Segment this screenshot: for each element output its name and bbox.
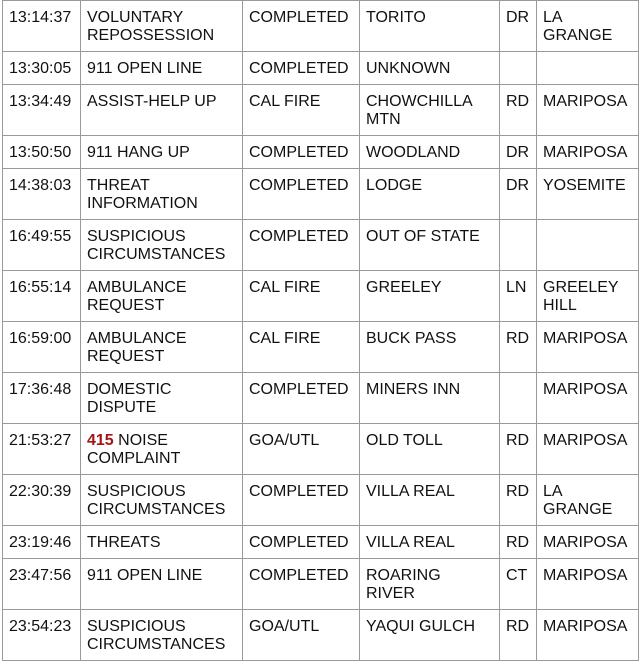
cell-time: 14:38:03 [3, 169, 81, 220]
cell-street: UNKNOWN [360, 52, 500, 85]
cell-time: 21:53:27 [3, 424, 81, 475]
cell-street: VILLA REAL [360, 526, 500, 559]
cell-time: 23:47:56 [3, 559, 81, 610]
cell-street: OUT OF STATE [360, 220, 500, 271]
cell-time: 22:30:39 [3, 475, 81, 526]
incident-log-table [2, 0, 639, 661]
cell-status: COMPLETED [243, 1, 360, 52]
cell-street: LODGE [360, 169, 500, 220]
table-row [3, 271, 639, 322]
incident-type-text: SUSPICIOUS CIRCUMSTANCES [87, 228, 226, 263]
cell-street: YAQUI GULCH [360, 610, 500, 661]
cell-street-suffix: RD [500, 424, 537, 475]
incident-type-text: 911 HANG UP [87, 144, 190, 161]
table-row [3, 610, 639, 661]
cell-street-suffix: RD [500, 85, 537, 136]
cell-status: COMPLETED [243, 475, 360, 526]
cell-status: COMPLETED [243, 52, 360, 85]
cell-incident-type [81, 559, 243, 610]
cell-city: MARIPOSA [537, 526, 639, 559]
incident-type-text: DOMESTIC DISPUTE [87, 381, 172, 416]
incident-type-text: THREAT INFORMATION [87, 177, 198, 212]
cell-city: MARIPOSA [537, 85, 639, 136]
cell-city [537, 220, 639, 271]
cell-city: MARIPOSA [537, 559, 639, 610]
cell-street: GREELEY [360, 271, 500, 322]
table-row [3, 373, 639, 424]
table-row [3, 475, 639, 526]
cell-city: LA GRANGE [537, 1, 639, 52]
cell-city: LA GRANGE [537, 475, 639, 526]
cell-street: TORITO [360, 1, 500, 52]
cell-city: YOSEMITE [537, 169, 639, 220]
cell-time: 23:19:46 [3, 526, 81, 559]
cell-street: ROARING RIVER [360, 559, 500, 610]
incident-type-text: ASSIST-HELP UP [87, 93, 217, 110]
cell-status: COMPLETED [243, 136, 360, 169]
cell-status: CAL FIRE [243, 85, 360, 136]
cell-status: CAL FIRE [243, 322, 360, 373]
cell-street: BUCK PASS [360, 322, 500, 373]
cell-incident-type [81, 610, 243, 661]
cell-city: MARIPOSA [537, 610, 639, 661]
cell-street-suffix: RD [500, 526, 537, 559]
incident-type-text: THREATS [87, 534, 161, 551]
cell-status: GOA/UTL [243, 424, 360, 475]
incident-type-text: AMBULANCE REQUEST [87, 279, 187, 314]
cell-street-suffix: RD [500, 322, 537, 373]
cell-city: MARIPOSA [537, 322, 639, 373]
cell-time: 17:36:48 [3, 373, 81, 424]
table-row [3, 220, 639, 271]
cell-street: CHOWCHILLA MTN [360, 85, 500, 136]
cell-time: 13:34:49 [3, 85, 81, 136]
cell-time: 13:14:37 [3, 1, 81, 52]
cell-street-suffix: DR [500, 136, 537, 169]
cell-street: WOODLAND [360, 136, 500, 169]
cell-street-suffix: RD [500, 475, 537, 526]
cell-status: COMPLETED [243, 559, 360, 610]
cell-street: OLD TOLL [360, 424, 500, 475]
cell-city [537, 52, 639, 85]
cell-incident-type [81, 271, 243, 322]
cell-status: CAL FIRE [243, 271, 360, 322]
cell-incident-type [81, 136, 243, 169]
cell-time: 16:55:14 [3, 271, 81, 322]
table-row [3, 322, 639, 373]
cell-time: 23:54:23 [3, 610, 81, 661]
cell-city: MARIPOSA [537, 373, 639, 424]
cell-incident-type [81, 52, 243, 85]
cell-incident-type [81, 475, 243, 526]
cell-street-suffix [500, 52, 537, 85]
cell-time: 13:30:05 [3, 52, 81, 85]
incident-type-text: NOISE COMPLAINT [87, 432, 181, 467]
cell-time: 16:49:55 [3, 220, 81, 271]
cell-status: COMPLETED [243, 220, 360, 271]
table-row [3, 85, 639, 136]
cell-incident-type [81, 220, 243, 271]
incident-type-text: VOLUNTARY REPOSSESSION [87, 9, 215, 44]
cell-incident-type [81, 169, 243, 220]
cell-status: COMPLETED [243, 373, 360, 424]
cell-time: 13:50:50 [3, 136, 81, 169]
cell-city: MARIPOSA [537, 424, 639, 475]
cell-status: COMPLETED [243, 526, 360, 559]
cell-incident-type [81, 1, 243, 52]
cell-street-suffix: LN [500, 271, 537, 322]
incident-code: 415 [87, 432, 114, 449]
cell-status: GOA/UTL [243, 610, 360, 661]
incident-type-text: SUSPICIOUS CIRCUMSTANCES [87, 618, 226, 653]
cell-incident-type [81, 424, 243, 475]
cell-incident-type [81, 322, 243, 373]
incident-log-body [3, 1, 639, 661]
cell-incident-type [81, 526, 243, 559]
cell-street-suffix: CT [500, 559, 537, 610]
cell-street: MINERS INN [360, 373, 500, 424]
cell-city: GREELEY HILL [537, 271, 639, 322]
cell-status: COMPLETED [243, 169, 360, 220]
table-row [3, 52, 639, 85]
cell-street-suffix: DR [500, 1, 537, 52]
incident-type-text: AMBULANCE REQUEST [87, 330, 187, 365]
cell-street: VILLA REAL [360, 475, 500, 526]
cell-street-suffix [500, 373, 537, 424]
cell-street-suffix: RD [500, 610, 537, 661]
cell-incident-type [81, 373, 243, 424]
cell-time: 16:59:00 [3, 322, 81, 373]
table-row [3, 526, 639, 559]
cell-street-suffix: DR [500, 169, 537, 220]
table-row [3, 424, 639, 475]
cell-incident-type [81, 85, 243, 136]
incident-type-text: 911 OPEN LINE [87, 567, 203, 584]
incident-type-text: SUSPICIOUS CIRCUMSTANCES [87, 483, 226, 518]
table-row [3, 169, 639, 220]
table-row [3, 1, 639, 52]
cell-city: MARIPOSA [537, 136, 639, 169]
table-row [3, 136, 639, 169]
cell-street-suffix [500, 220, 537, 271]
incident-type-text: 911 OPEN LINE [87, 60, 203, 77]
table-row [3, 559, 639, 610]
